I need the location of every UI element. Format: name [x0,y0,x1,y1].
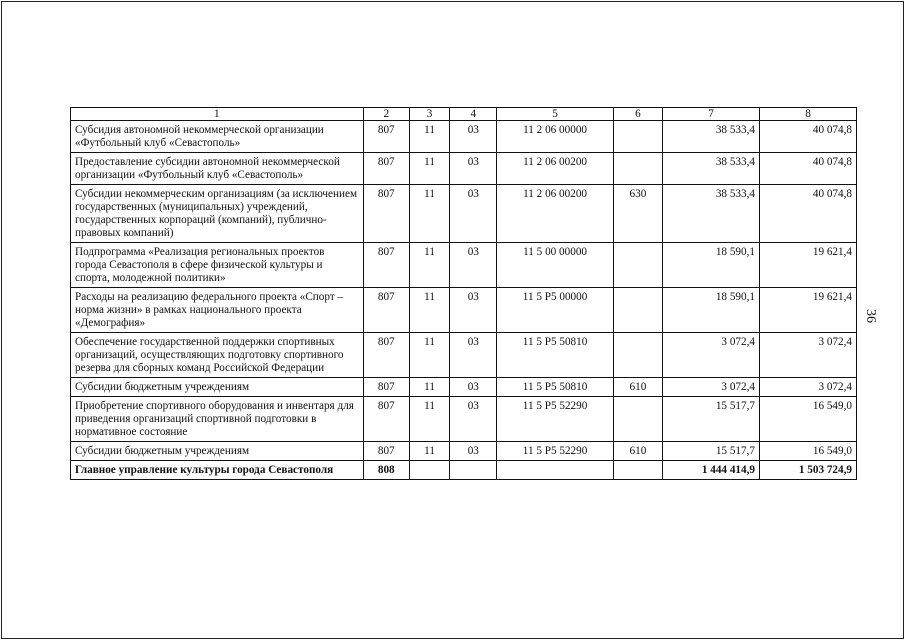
row-expense-type-cell: 610 [613,378,662,397]
row-amount-year1-cell: 3 072,4 [663,333,760,378]
row-admin-code-cell: 807 [363,288,409,333]
header-col-6: 6 [613,108,662,121]
row-subsection-cell: 03 [450,333,497,378]
table-header-row [71,108,857,121]
row-amount-year2-cell: 3 072,4 [759,333,856,378]
row-section-cell: 11 [409,442,449,461]
table-row [71,288,857,333]
row-expense-type-cell [613,121,662,153]
row-expense-type-cell: 610 [613,442,662,461]
row-amount-year1-cell: 1 444 414,9 [663,461,760,480]
row-amount-year1-cell: 15 517,7 [663,442,760,461]
header-col-2: 2 [363,108,409,121]
row-amount-year2-cell: 1 503 724,9 [759,461,856,480]
row-section-cell [409,461,449,480]
row-expense-type-cell [613,397,662,442]
row-name-cell: Субсидия автономной некоммерческой организации «Футбольный клуб «Севастополь» [71,121,364,153]
row-amount-year1-cell: 38 533,4 [663,153,760,185]
row-amount-year1-cell: 18 590,1 [663,243,760,288]
table-row [71,153,857,185]
row-amount-year2-cell: 16 549,0 [759,397,856,442]
row-admin-code-cell: 807 [363,397,409,442]
row-target-article-cell: 11 5 P5 52290 [497,397,613,442]
row-amount-year2-cell: 40 074,8 [759,185,856,243]
row-amount-year1-cell: 3 072,4 [663,378,760,397]
row-subsection-cell [450,461,497,480]
row-admin-code-cell: 807 [363,153,409,185]
row-section-cell: 11 [409,397,449,442]
row-subsection-cell: 03 [450,378,497,397]
row-subsection-cell: 03 [450,397,497,442]
table-row [71,243,857,288]
row-target-article-cell: 11 5 00 00000 [497,243,613,288]
header-col-1: 1 [71,108,364,121]
row-subsection-cell: 03 [450,243,497,288]
row-subsection-cell: 03 [450,442,497,461]
row-admin-code-cell: 808 [363,461,409,480]
row-subsection-cell: 03 [450,288,497,333]
row-name-cell: Субсидии бюджетным учреждениям [71,378,364,397]
row-name-cell: Субсидии бюджетным учреждениям [71,442,364,461]
row-target-article-cell: 11 2 06 00200 [497,185,613,243]
row-admin-code-cell: 807 [363,185,409,243]
row-name-cell: Субсидии некоммерческим организациям (за исключением государственных (муниципальных) учреждений, государственных корпораций (компаний), публично-правовых компаний) [71,185,364,243]
row-expense-type-cell [613,333,662,378]
table-row [71,185,857,243]
row-amount-year2-cell: 40 074,8 [759,121,856,153]
header-col-5: 5 [497,108,613,121]
table-row [71,397,857,442]
row-expense-type-cell: 630 [613,185,662,243]
header-col-8: 8 [759,108,856,121]
row-section-cell: 11 [409,153,449,185]
row-expense-type-cell [613,153,662,185]
page-number: 36 [863,309,878,323]
row-amount-year2-cell: 19 621,4 [759,288,856,333]
row-admin-code-cell: 807 [363,121,409,153]
row-amount-year1-cell: 38 533,4 [663,121,760,153]
row-admin-code-cell: 807 [363,442,409,461]
row-amount-year1-cell: 18 590,1 [663,288,760,333]
row-target-article-cell: 11 5 P5 00000 [497,288,613,333]
row-name-cell: Предоставление субсидии автономной некоммерческой организации «Футбольный клуб «Севастополь» [71,153,364,185]
header-col-4: 4 [450,108,497,121]
table-row [71,378,857,397]
row-expense-type-cell [613,243,662,288]
row-admin-code-cell: 807 [363,333,409,378]
row-admin-code-cell: 807 [363,378,409,397]
row-section-cell: 11 [409,378,449,397]
row-admin-code-cell: 807 [363,243,409,288]
row-target-article-cell: 11 5 P5 52290 [497,442,613,461]
row-section-cell: 11 [409,185,449,243]
row-name-cell: Главное управление культуры города Севастополя [71,461,364,480]
row-name-cell: Расходы на реализацию федерального проекта «Спорт – норма жизни» в рамках национального проекта «Демография» [71,288,364,333]
budget-table [70,107,857,480]
row-amount-year2-cell: 3 072,4 [759,378,856,397]
row-target-article-cell: 11 2 06 00200 [497,153,613,185]
row-amount-year2-cell: 40 074,8 [759,153,856,185]
header-col-7: 7 [663,108,760,121]
row-target-article-cell: 11 5 P5 50810 [497,333,613,378]
table-row [71,442,857,461]
document-page [1,1,904,639]
row-name-cell: Обеспечение государственной поддержки спортивных организаций, осуществляющих подготовку спортивного резерва для сборных команд Российской Федерации [71,333,364,378]
row-subsection-cell: 03 [450,185,497,243]
row-section-cell: 11 [409,121,449,153]
table-body [71,121,857,480]
row-amount-year2-cell: 16 549,0 [759,442,856,461]
row-target-article-cell: 11 5 P5 50810 [497,378,613,397]
row-target-article-cell [497,461,613,480]
row-target-article-cell: 11 2 06 00000 [497,121,613,153]
row-amount-year2-cell: 19 621,4 [759,243,856,288]
table-row [71,461,857,480]
table-row [71,333,857,378]
row-expense-type-cell [613,288,662,333]
row-subsection-cell: 03 [450,121,497,153]
row-section-cell: 11 [409,333,449,378]
row-amount-year1-cell: 38 533,4 [663,185,760,243]
row-name-cell: Приобретение спортивного оборудования и инвентаря для приведения организаций спортивной подготовки в нормативное состояние [71,397,364,442]
row-subsection-cell: 03 [450,153,497,185]
table-row [71,121,857,153]
row-amount-year1-cell: 15 517,7 [663,397,760,442]
row-name-cell: Подпрограмма «Реализация региональных проектов города Севастополя в сфере физической культуры и спорта, молодежной политики» [71,243,364,288]
row-expense-type-cell [613,461,662,480]
header-col-3: 3 [409,108,449,121]
row-section-cell: 11 [409,243,449,288]
row-section-cell: 11 [409,288,449,333]
